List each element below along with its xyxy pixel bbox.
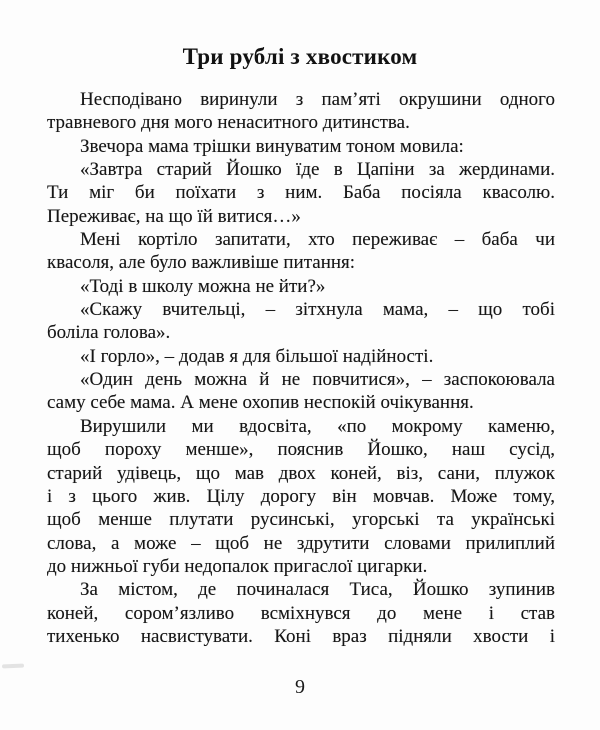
page-number: 9 <box>295 676 305 698</box>
text-line: «І горло», – додав я для більшої надійності. <box>80 345 434 367</box>
body-text <box>47 88 555 648</box>
text-line: Переживає, на що їй витися…» <box>47 205 301 227</box>
text-line: тихенько насвистувати. Коні враз підняли хвости і <box>47 625 555 647</box>
scan-artifact-smudge <box>2 664 24 669</box>
text-line: Вирушили ми вдосвіта, «по мокрому каменю, <box>80 415 555 437</box>
text-line: коней, сором’язливо всміхнувся до мене і став <box>47 602 555 624</box>
text-line: старий удівець, що мав двох коней, віз, сани, плужок <box>47 462 555 484</box>
text-line: «Тоді в школу можна не йти?» <box>80 275 326 297</box>
text-line: слова, а може – щоб не здрутити словами прилиплий <box>47 532 555 554</box>
text-line: «Скажу вчительці, – зітхнула мама, – що тобі <box>80 299 555 321</box>
text-line: «Завтра старий Йошко їде в Цапіни за жердинами. <box>80 159 555 181</box>
page-title: Три рублі з хвостиком <box>182 44 418 69</box>
text-line: і з цього жив. Цілу дорогу він мовчав. Може тому, <box>47 485 555 507</box>
text-lines <box>47 88 555 648</box>
text-line: до нижньої губи недопалок пригаслої цигарки. <box>47 555 428 577</box>
text-line: саму себе мама. А мене охопив неспокій очікування. <box>47 392 474 414</box>
text-line: За містом, де починалася Тиса, Йошко зупинив <box>80 579 555 601</box>
text-line: боліла голова». <box>47 322 171 344</box>
text-line: Ти міг би поїхати з ним. Баба посіяла квасолю. <box>47 182 555 204</box>
text-line: Мені кортіло запитати, хто переживає – баба чи <box>80 229 555 251</box>
text-line: щоб пороху менше», пояснив Йошко, наш сусід, <box>47 439 555 461</box>
text-line: «Один день можна й не повчитися», – заспокоювала <box>80 369 555 391</box>
text-line: щоб менше плутати русинські, угорські та українські <box>47 509 555 531</box>
text-line: квасоля, але було важливіше питання: <box>47 252 356 274</box>
text-line: Несподівано виринули з пам’яті окрушини одного <box>80 89 555 110</box>
text-line: Звечора мама трішки винуватим тоном мовила: <box>80 135 464 157</box>
text-line: травневого дня мого ненаситного дитинства. <box>47 112 410 134</box>
